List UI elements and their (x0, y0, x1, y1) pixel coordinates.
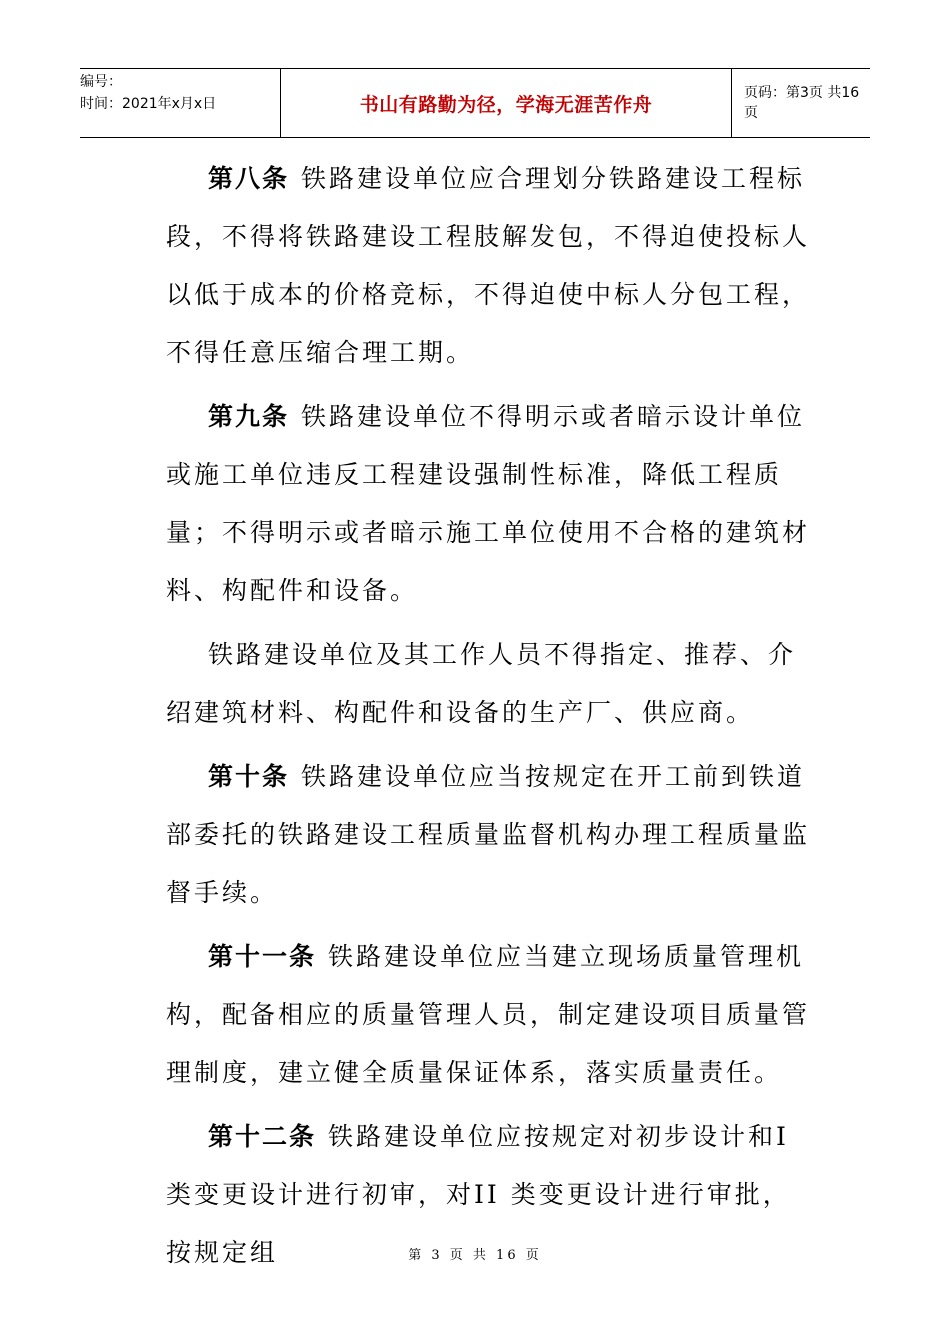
paragraph-article-8 (166, 150, 816, 382)
article-text: 铁路建设单位应当按规定在开工前到铁道部委托的铁路建设工程质量监督机构办理工程质量监督手续。 (166, 762, 811, 907)
article-text: 铁路建设单位及其工作人员不得指定、推荐、介绍建筑材料、构配件和设备的生产厂、供应商。 (166, 640, 797, 727)
article-label: 第十二条 (208, 1122, 317, 1151)
doc-time: 时间：2021年x月x日 (80, 96, 217, 112)
header-motto: 书山有路勤为径，学海无涯苦作舟 (359, 93, 653, 116)
header-motto-cell (280, 69, 732, 137)
header-page-cell (732, 69, 870, 137)
paragraph-article-10 (166, 748, 816, 922)
paragraph-article-9-cont (166, 626, 816, 742)
document-body (166, 150, 816, 1288)
header-meta (80, 69, 280, 137)
article-text: 铁路建设单位应合理划分铁路建设工程标段，不得将铁路建设工程肢解发包，不得迫使投标人以低于成本的价格竞标，不得迫使中标人分包工程，不得任意压缩合理工期。 (166, 164, 811, 367)
page-header (80, 68, 870, 138)
article-label: 第九条 (208, 402, 290, 431)
paragraph-article-9 (166, 388, 816, 620)
article-text: 铁路建设单位应按规定对初步设计和I类变更设计进行初审，对II 类变更设计进行审批，按规定组 (166, 1122, 791, 1267)
doc-number-label: 编号： (80, 74, 122, 90)
article-label: 第十一条 (208, 942, 317, 971)
article-text: 铁路建设单位不得明示或者暗示设计单位或施工单位违反工程建设强制性标准，降低工程质量；不得明示或者暗示施工单位使用不合格的建筑材料、构配件和设备。 (166, 402, 811, 605)
paragraph-article-11 (166, 928, 816, 1102)
page-footer: 第 3 页 共 16 页 (408, 1248, 542, 1263)
article-label: 第八条 (208, 164, 290, 193)
header-page-info: 页码：第3页 共16页 (744, 85, 860, 121)
article-label: 第十条 (208, 762, 290, 791)
article-text: 铁路建设单位应当建立现场质量管理机构，配备相应的质量管理人员，制定建设项目质量管理制度，建立健全质量保证体系，落实质量责任。 (166, 942, 811, 1087)
